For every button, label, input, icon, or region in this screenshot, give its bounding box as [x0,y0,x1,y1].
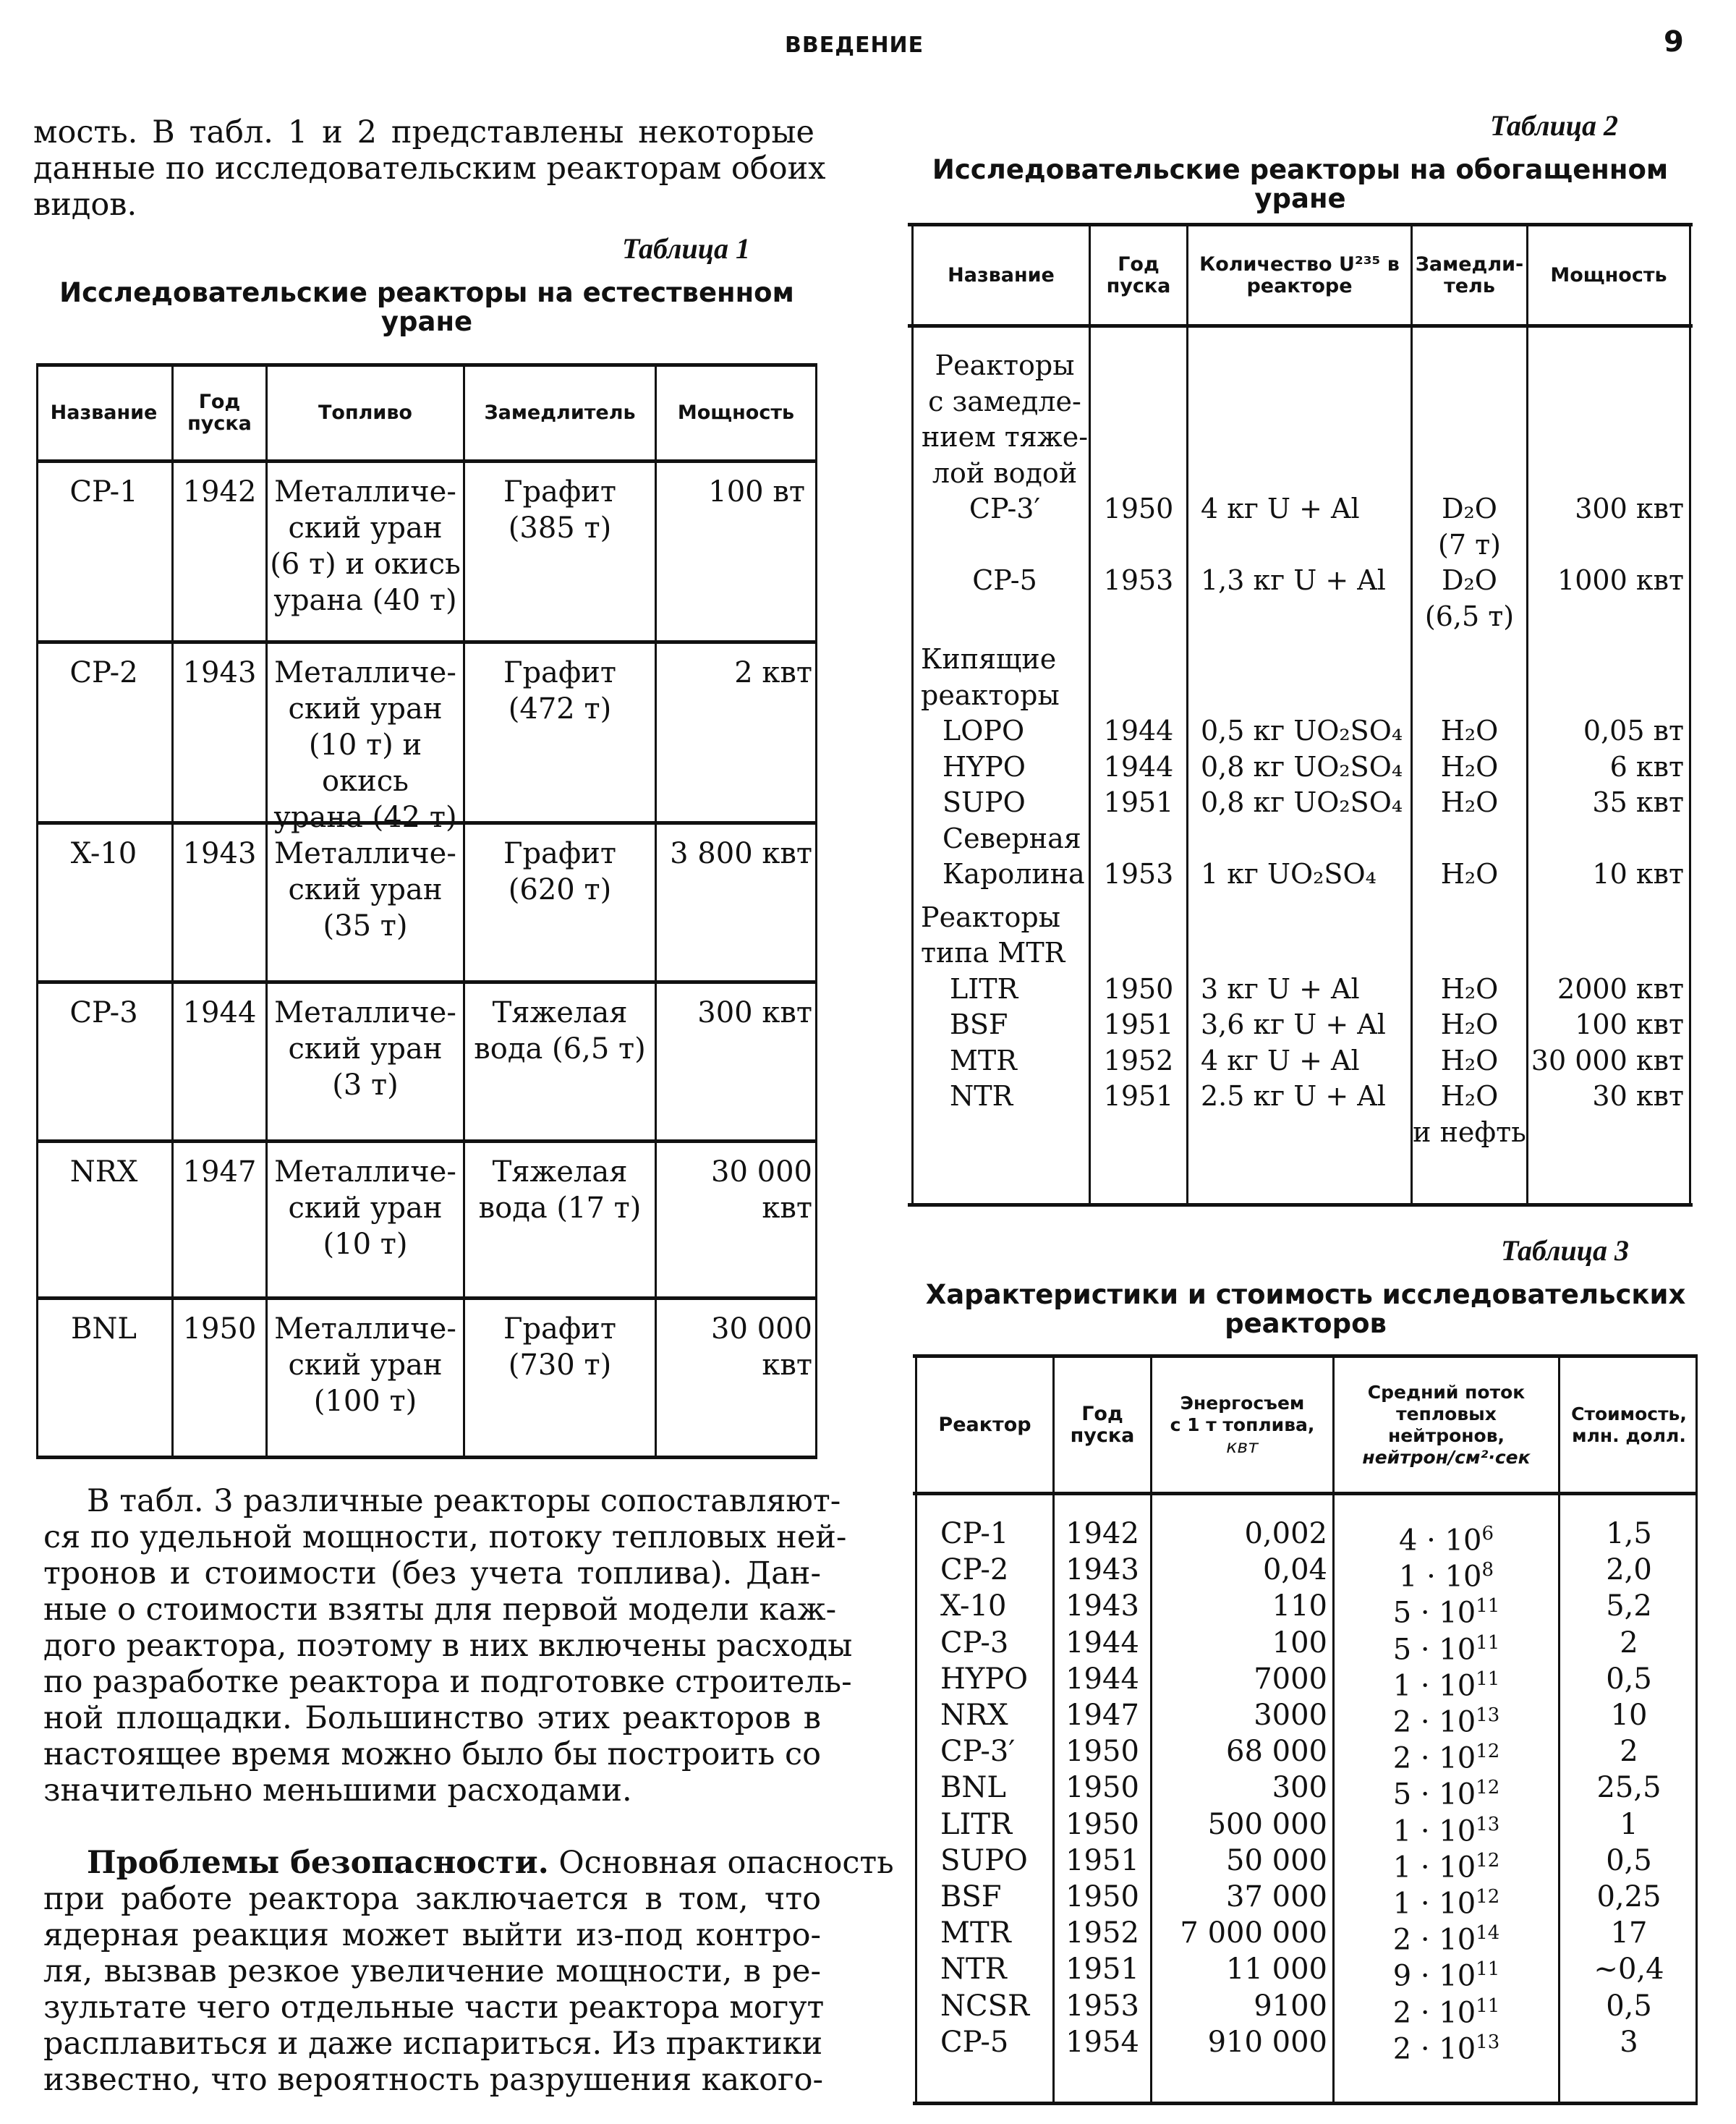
cell-reactor: BNL [940,1771,1006,1805]
table-row [913,1806,1698,1848]
t1-name: X-10 [70,837,137,870]
cell-flux: $2 \cdot 10^{11}$ [1392,1995,1500,2029]
title-line: Исследовательские реакторы на естественном [59,277,794,308]
table-row [913,1988,1698,2029]
cell-flux: $1 \cdot 10^{13}$ [1392,1813,1500,1848]
text-line: дого реактора, поэтому в них включены расходы [43,1628,853,1664]
title-line: уране [380,306,473,337]
table-row [913,1625,1698,1666]
cell-flux: $4 \cdot 10^6$ [1398,1523,1494,1558]
cell-year: 1947 [1065,1699,1139,1732]
cell-energy: 100 [1272,1626,1327,1660]
cell-reactor: CP-3′ [940,1735,1016,1769]
cell-reactor: CP-2 [940,1553,1009,1587]
t1-name: CP-3 [69,996,138,1029]
t2-name-column: Реакторы с замедле- нием тяже- лой водой CP-3′ CP-5 Кипящие реакторы LOPO HYPO SUPO Северная Каролина Реакторы типа MTR LITR BSF MTR NTR [921,349,1089,1112]
col-header-fuel: Топливо [318,402,412,424]
text-line: ядерная реакция может выйти из-под контро- [43,1917,821,1953]
col-header-name: Название [948,263,1055,286]
cell-energy: 68 000 [1226,1735,1327,1769]
text-line: видов. [33,187,137,223]
cell-flux: $9 \cdot 10^{11}$ [1392,1958,1500,1993]
cell-cost: 2 [1620,1735,1638,1769]
cell-reactor: CP-3 [940,1626,1009,1660]
cell-flux: $5 \cdot 10^{11}$ [1392,1631,1500,1666]
cell-flux: $1 \cdot 10^8$ [1398,1559,1494,1594]
cell-cost: 5,2 [1606,1589,1652,1623]
text-line: расплавиться и даже испариться. Из практики [43,2026,823,2062]
t1-name: NRX [69,1155,138,1189]
table-row [913,1588,1698,1630]
table-row [913,1951,1698,1993]
t2-fuel-column: 4 кг U + Al 1,3 кг U + Al 0,5 кг UO₂SO₄ 0,8 кг UO₂SO₄ 0,8 кг UO₂SO₄ 1 кг UO₂SO₄ 3 кг U + Al 3,6 кг U + Al 4 кг U + Al 2.5 кг U + Al [1201,493,1403,1112]
t1-year: 1947 [182,1155,257,1189]
cell-energy: 110 [1272,1589,1327,1623]
cell-year: 1951 [1065,1843,1139,1877]
text-line: по разработке реактора и подготовке строитель- [43,1664,852,1700]
cell-energy: 50 000 [1226,1843,1327,1877]
cell-energy: 500 000 [1207,1807,1327,1841]
col-header-year: Год пуска [1070,1402,1135,1447]
title-line: уране [1254,183,1346,214]
table-row [913,1843,1698,1885]
text-line: В табл. 3 различные реакторы сопоставляют- [87,1483,841,1519]
cell-energy: 9100 [1254,1989,1327,2023]
cell-energy: 7000 [1254,1662,1327,1696]
cell-cost: 0,5 [1606,1843,1652,1877]
cell-flux: $5 \cdot 10^{12}$ [1392,1777,1500,1811]
t1-moderator: Тяжелая вода (17 т) [478,1155,642,1225]
cell-flux: $5 \cdot 10^{11}$ [1392,1595,1500,1630]
table-row [913,1697,1698,1739]
cell-year: 1952 [1065,1916,1139,1950]
text-line: ной площадки. Большинство этих реакторов в [43,1700,821,1736]
cell-cost: 0,25 [1596,1880,1661,1913]
safety-paragraph [43,1845,894,2098]
table3 [913,1354,1698,2105]
t1-fuel: Металличе- ский уран (100 т) [274,1312,456,1418]
col-header-year: Год пуска [1106,252,1171,297]
cell-reactor: NCSR [940,1989,1030,2023]
cell-flux: $2 \cdot 10^{13}$ [1392,2031,1500,2066]
col-header-u235: Количество U²³⁵ в реакторе [1199,252,1400,297]
cell-reactor: HYPO [940,1662,1028,1696]
col-header-reactor: Реактор [938,1413,1031,1436]
t1-fuel: Металличе- ский уран (10 т) и окись урана (42 т) [273,656,457,834]
cell-energy: 910 000 [1207,2025,1327,2059]
cell-reactor: NTR [940,1953,1007,1987]
intro-paragraph [33,114,826,223]
cell-reactor: LITR [940,1807,1013,1841]
cell-year: 1950 [1065,1771,1139,1805]
text-line: зультате чего отдельные части реактора могут [43,1989,825,2026]
t1-moderator: Графит (472 т) [503,656,617,726]
title-line: Характеристики и стоимость исследовательских [925,1279,1686,1310]
cell-reactor: MTR [940,1916,1011,1950]
t1-moderator: Графит (730 т) [503,1312,617,1382]
col-header-year: Год пуска [187,391,252,435]
text-line: ся по удельной мощности, потоку тепловых ней- [43,1519,847,1555]
t1-power: 30 000 квт [711,1155,812,1225]
t1-fuel: Металличе- ский уран (35 т) [274,837,456,943]
cell-energy: 11 000 [1226,1953,1327,1987]
cell-year: 1943 [1065,1553,1139,1587]
cell-year: 1943 [1065,1589,1139,1623]
t2-year-column: 1950 1953 1944 1944 1951 1953 1950 1951 1952 1951 [1103,493,1174,1112]
cell-cost: 1,5 [1606,1517,1652,1550]
cell-reactor: CP-5 [940,2025,1009,2059]
col-header-power: Мощность [677,402,795,424]
cell-year: 1942 [1065,1517,1139,1550]
t2-power-column: 300 квт 1000 квт 0,05 вт 6 квт 35 квт 10 квт 2000 квт 100 квт 30 000 квт 30 квт [1531,493,1684,1112]
t1-fuel: Металличе- ский уран (3 т) [274,996,456,1102]
table-row [913,1915,1698,1957]
cell-reactor: BSF [940,1880,1002,1913]
table-row [913,1661,1698,1703]
t1-power: 30 000 квт [711,1312,812,1382]
cell-cost: ~0,4 [1594,1953,1664,1987]
t1-fuel: Металличе- ский уран (6 т) и окись урана (40 т) [270,475,461,617]
text-line: настоящее время можно было бы построить со [43,1736,821,1772]
t1-fuel: Металличе- ский уран (10 т) [274,1155,456,1261]
table-row [913,1879,1698,1921]
body-paragraph [43,1483,853,1809]
cell-cost: 2,0 [1606,1553,1652,1587]
cell-flux: $2 \cdot 10^{12}$ [1392,1741,1500,1775]
text-line: значительно меньшими расходами. [43,1772,632,1809]
col-header-flux: Средний поток тепловых нейтронов, нейтрон/см²·сек [1362,1381,1531,1468]
t1-year: 1944 [182,996,257,1029]
table3-title [911,1280,1700,1338]
text-line: Проблемы безопасности. Основная опасность [87,1845,894,1881]
text-line: данные по исследовательским реакторам обоих [33,150,826,187]
text-line: известно, что вероятность разрушения какого- [43,2062,823,2098]
t1-moderator: Тяжелая вода (6,5 т) [474,996,646,1066]
page-number: 9 [1664,25,1684,59]
t1-power: 3 800 квт [670,837,812,870]
cell-energy: 300 [1272,1771,1327,1805]
title-line: Исследовательские реакторы на обогащенном [932,154,1669,185]
t1-power: 2 квт [734,656,812,689]
cell-reactor: SUPO [940,1843,1028,1877]
cell-year: 1950 [1065,1880,1139,1913]
t1-name: BNL [71,1312,137,1346]
cell-energy: 7 000 000 [1180,1916,1327,1950]
text-line: ные о стоимости взяты для первой модели каж- [43,1592,837,1628]
table-row [913,1552,1698,1594]
cell-cost: 25,5 [1596,1771,1661,1805]
col-header-power: Мощность [1550,263,1667,286]
table2-caption: Таблица 2 [1490,109,1618,142]
section-heading: Проблемы безопасности. [87,1845,549,1881]
text-line: ля, вызвав резкое увеличение мощности, в ре- [43,1953,821,1989]
text-line: при работе реактора заключается в том, что [43,1881,821,1917]
title-line: реакторов [1225,1308,1387,1339]
t1-name: CP-1 [69,475,138,509]
cell-flux: $1 \cdot 10^{11}$ [1392,1668,1500,1703]
t1-moderator: Графит (620 т) [503,837,617,906]
t1-moderator: Графит (385 т) [503,475,617,545]
t1-power: 100 вт [708,475,805,509]
cell-energy: 0,04 [1262,1553,1327,1587]
table1 [36,363,817,1459]
table3-caption: Таблица 3 [1501,1234,1629,1267]
cell-reactor: CP-1 [940,1517,1009,1550]
running-head: ВВЕДЕНИЕ [785,33,924,58]
cell-year: 1950 [1065,1735,1139,1769]
col-header-cost: Стоимость, млн. долл. [1571,1403,1687,1446]
cell-year: 1951 [1065,1953,1139,1987]
table2-title [908,156,1693,213]
cell-energy: 37 000 [1226,1880,1327,1913]
cell-flux: $2 \cdot 10^{14}$ [1392,1922,1500,1957]
table-row [913,1516,1698,1558]
cell-reactor: NRX [940,1699,1008,1732]
table1-title [36,279,817,336]
t1-year: 1942 [182,475,257,509]
table-row [913,1733,1698,1775]
t1-year: 1950 [182,1312,257,1346]
col-header-energy: Энергосъем с 1 т топлива, квт [1170,1392,1315,1457]
cell-year: 1953 [1065,1989,1139,2023]
cell-reactor: X-10 [940,1589,1007,1623]
cell-year: 1944 [1065,1626,1139,1660]
col-header-name: Название [50,402,158,424]
table1-caption: Таблица 1 [622,232,750,265]
table2 [908,223,1693,1207]
col-header-moderator: Замедли-тель [1415,252,1524,297]
cell-energy: 3000 [1254,1699,1327,1732]
text-line: тронов и стоимости (без учета топлива). Дан- [43,1555,821,1592]
text-line: мость. В табл. 1 и 2 представлены некоторые [33,114,814,150]
t2-moderator-column: D₂O (7 т) D₂O (6,5 т) H₂O H₂O H₂O H₂O H₂O H₂O H₂O H₂O и нефть [1413,493,1526,1148]
t1-year: 1943 [182,837,257,870]
cell-cost: 0,5 [1606,1662,1652,1696]
cell-flux: $2 \cdot 10^{13}$ [1392,1704,1500,1739]
col-header-moderator: Замедлитель [484,402,636,424]
cell-year: 1950 [1065,1807,1139,1841]
cell-cost: 0,5 [1606,1989,1652,2023]
cell-cost: 1 [1620,1807,1638,1841]
cell-year: 1954 [1065,2025,1139,2059]
table-row [913,2024,1698,2066]
t1-year: 1943 [182,656,257,689]
table-row [913,1770,1698,1811]
cell-flux: $1 \cdot 10^{12}$ [1392,1886,1500,1921]
cell-cost: 17 [1610,1916,1648,1950]
cell-cost: 2 [1620,1626,1638,1660]
t1-power: 300 квт [697,996,812,1029]
cell-cost: 3 [1620,2025,1638,2059]
cell-year: 1944 [1065,1662,1139,1696]
cell-energy: 0,002 [1244,1517,1327,1550]
cell-cost: 10 [1610,1699,1648,1732]
cell-flux: $1 \cdot 10^{12}$ [1392,1849,1500,1885]
t1-name: CP-2 [69,656,138,689]
